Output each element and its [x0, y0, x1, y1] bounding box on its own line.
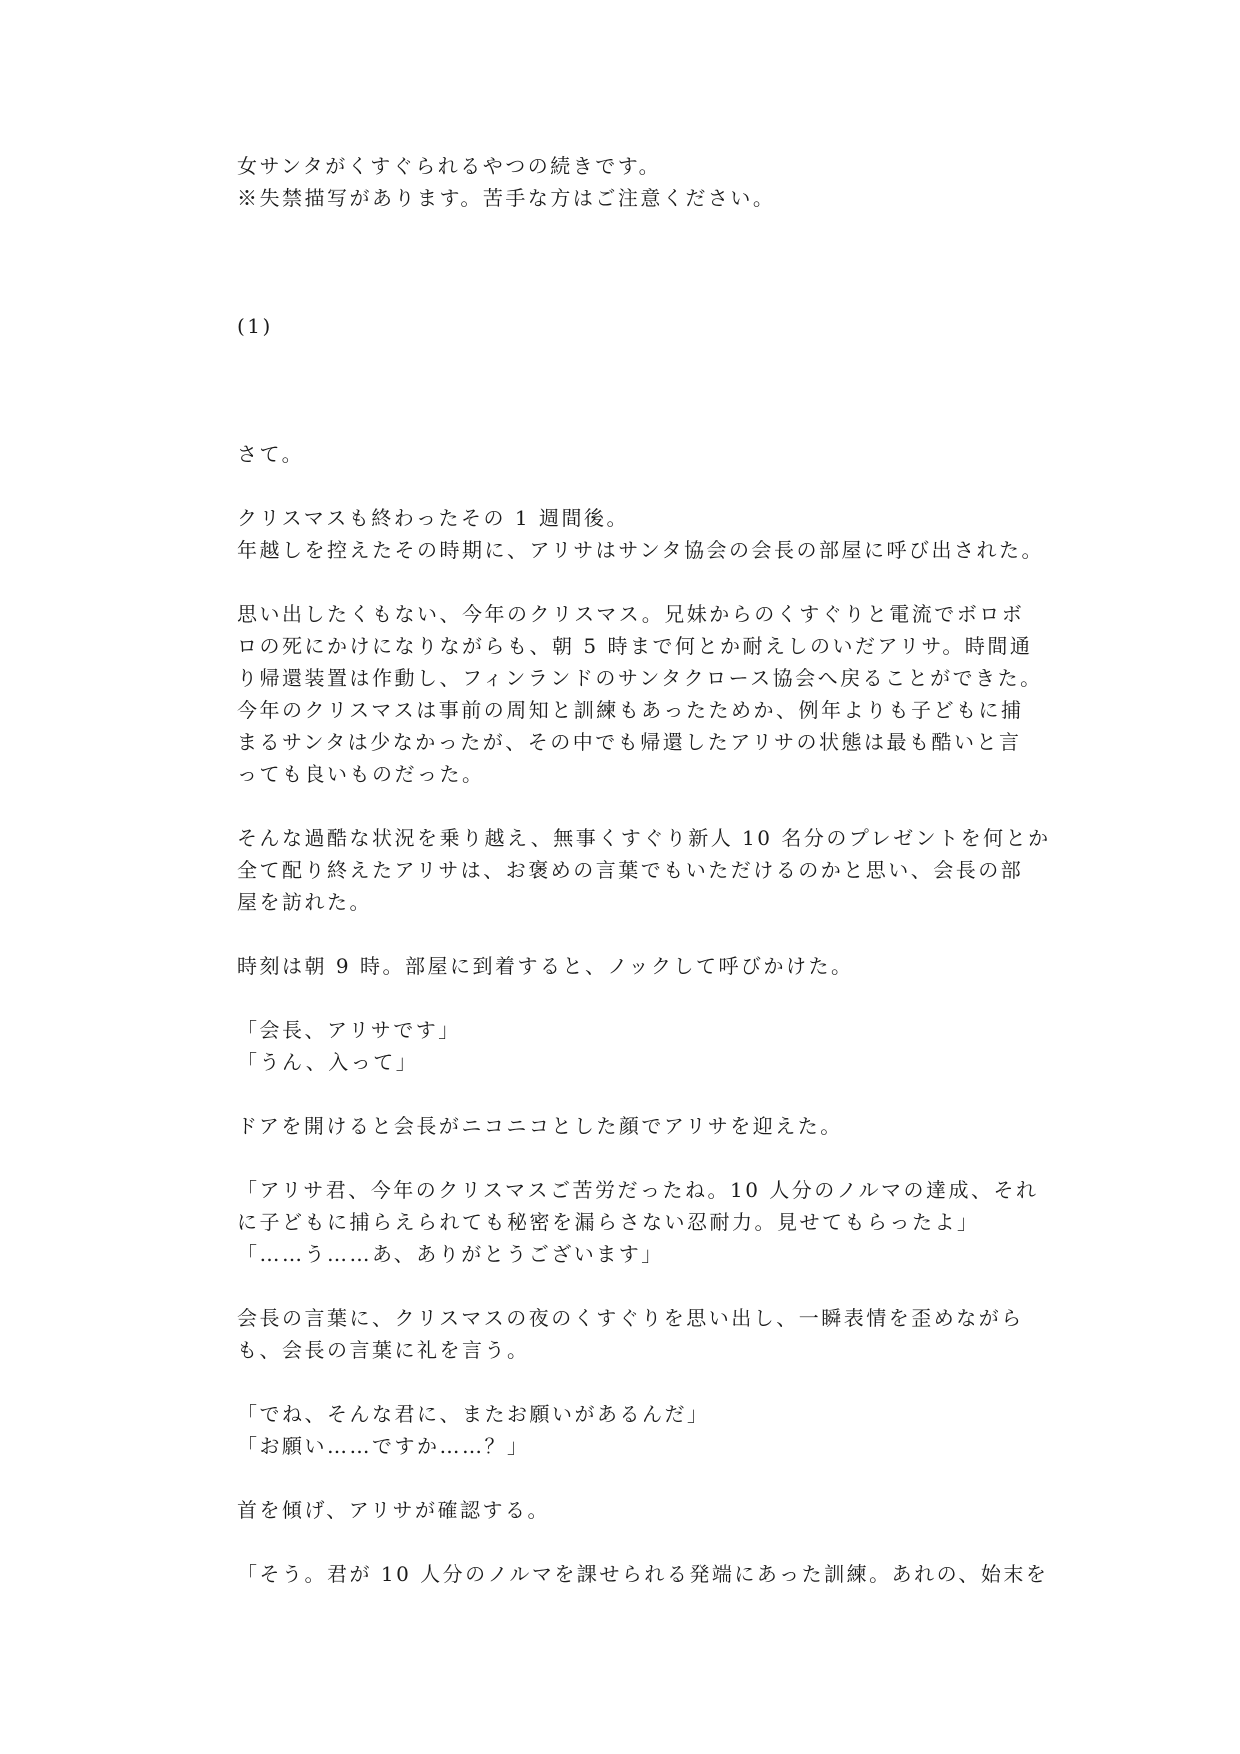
paragraph-line: ドアを開けると会長がニコニコとした顔でアリサを迎えた。 — [237, 1114, 843, 1138]
document-text — [237, 150, 1051, 1590]
paragraph-line: 首を傾げ、アリサが確認する。 — [237, 1498, 550, 1522]
paragraph-line: 年越しを控えたその時期に、アリサはサンタ協会の会長の部屋に呼び出された。 — [237, 538, 1044, 562]
paragraph-line: さて。 — [237, 442, 305, 466]
paragraph-line: り帰還装置は作動し、フィンランドのサンタクロース協会へ戻ることができた。 — [237, 666, 1043, 690]
dialogue-line: 「でね、そんな君に、またお願いがあるんだ」 — [237, 1402, 710, 1426]
dialogue-line: に子どもに捕らえられても秘密を漏らさない忍耐力。見せてもらったよ」 — [237, 1210, 980, 1234]
dialogue-line: 「アリサ君、今年のクリスマスご苦労だったね。10 人分のノルマの達成、それ — [237, 1178, 1039, 1202]
paragraph-line: 時刻は朝 9 時。部屋に到着すると、ノックして呼びかけた。 — [237, 954, 854, 978]
dialogue-line: 「うん、入って」 — [237, 1050, 419, 1074]
dialogue-line: 「……う……あ、ありがとうございます」 — [237, 1242, 664, 1266]
paragraph-line: クリスマスも終わったその 1 週間後。 — [237, 506, 629, 530]
paragraph-line: ロの死にかけになりながらも、朝 5 時まで何とか耐えしのいだアリサ。時間通 — [237, 634, 1033, 658]
dialogue-line: 「そう。君が 10 人分のノルマを課せられる発端にあった訓練。あれの、始末を — [237, 1562, 1049, 1586]
paragraph-line: っても良いものだった。 — [237, 762, 485, 786]
paragraph-line: まるサンタは少なかったが、その中でも帰還したアリサの状態は最も酷いと言 — [237, 730, 1022, 754]
paragraph-line: 今年のクリスマスは事前の周知と訓練もあったためか、例年よりも子どもに捕 — [237, 698, 1024, 722]
paragraph-line: 屋を訪れた。 — [237, 890, 372, 914]
chapter-heading: (1) — [237, 314, 273, 338]
dialogue-line: 「お願い……ですか……？」 — [237, 1434, 530, 1458]
paragraph-line: 会長の言葉に、クリスマスの夜のくすぐりを思い出し、一瞬表情を歪めながら — [237, 1306, 1024, 1330]
paragraph-line: 全て配り終えたアリサは、お褒めの言葉でもいただけるのかと思い、会長の部 — [237, 858, 1024, 882]
dialogue-line: 「会長、アリサです」 — [237, 1018, 461, 1042]
intro-line: 女サンタがくすぐられるやつの続きです。 — [237, 154, 662, 178]
content-warning-line: ※失禁描写があります。苦手な方はご注意ください。 — [237, 186, 776, 210]
paragraph-line: も、会長の言葉に礼を言う。 — [237, 1338, 530, 1362]
paragraph-line: そんな過酷な状況を乗り越え、無事くすぐり新人 10 名分のプレゼントを何とか — [237, 826, 1051, 850]
paragraph-line: 思い出したくもない、今年のクリスマス。兄妹からのくすぐりと電流でボロボ — [237, 602, 1025, 626]
